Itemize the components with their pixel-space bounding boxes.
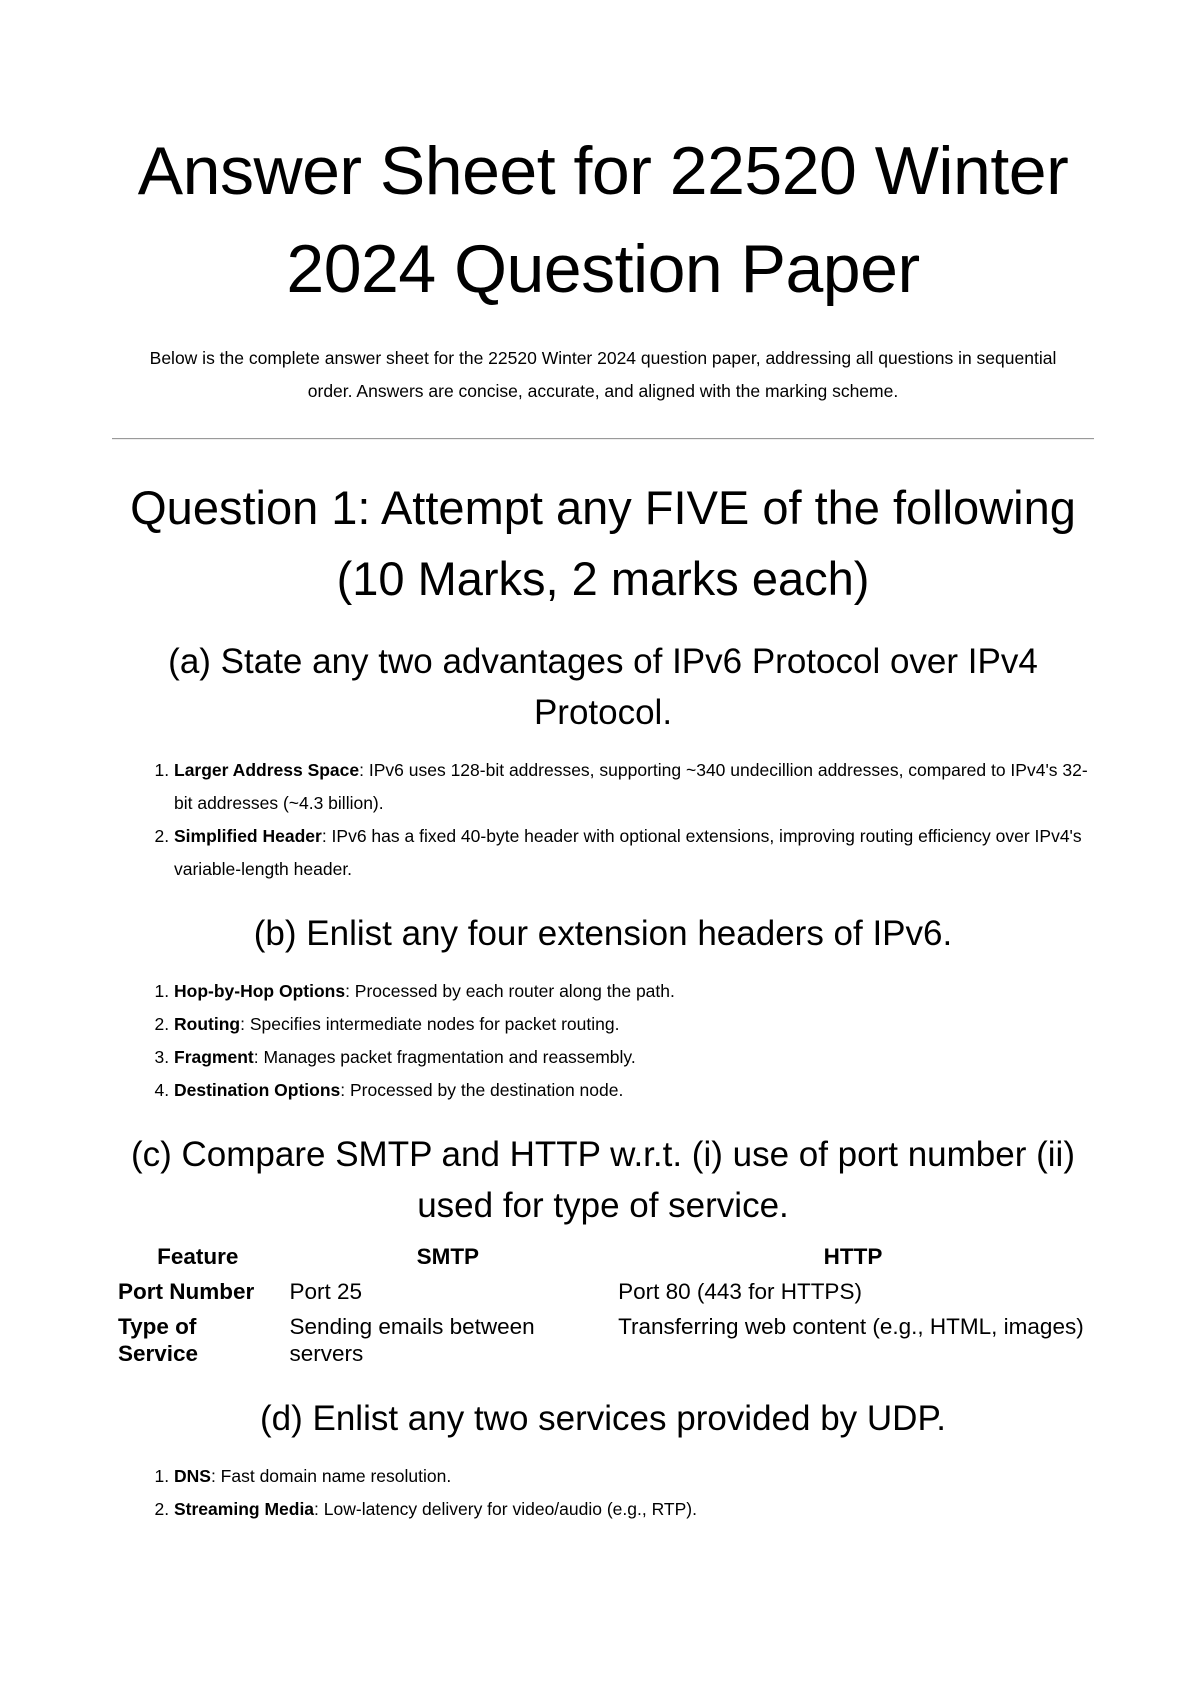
answer-text: : Specifies intermediate nodes for packet routing. [240, 1014, 620, 1034]
comparison-table [112, 1239, 1094, 1371]
section-divider [112, 438, 1094, 440]
answer-term: Fragment [174, 1047, 254, 1067]
document-title: Answer Sheet for 22520 Winter 2024 Question Paper [137, 133, 1069, 307]
question-1d-heading: (d) Enlist any two services provided by UDP. [259, 1399, 947, 1438]
table-row [112, 1309, 1094, 1371]
question-1b-heading: (b) Enlist any four extension headers of IPv6. [253, 914, 953, 953]
answer-term: Destination Options [174, 1080, 341, 1100]
table-row-header: Port Number [118, 1279, 255, 1304]
answer-term: Routing [174, 1014, 241, 1034]
table-cell: Sending emails between servers [289, 1314, 535, 1366]
answer-term: DNS [174, 1466, 211, 1486]
answer-text: : Processed by the destination node. [340, 1080, 624, 1100]
table-header-row [112, 1239, 1094, 1274]
answer-term: Streaming Media [174, 1499, 315, 1519]
table-header-cell: SMTP [416, 1244, 480, 1269]
answer-text: : IPv6 has a fixed 40-byte header with optional extensions, improving routing efficiency over IPv4's variable-length header. [174, 826, 1082, 879]
question-1-title: Question 1: Attempt any FIVE of the following (10 Marks, 2 marks each) [130, 481, 1076, 605]
list-item [174, 1008, 1094, 1041]
question-1a-heading: (a) State any two advantages of IPv6 Protocol over IPv4 Protocol. [168, 642, 1038, 732]
answer-text: : Manages packet fragmentation and reassembly. [253, 1047, 636, 1067]
question-1c-heading: (c) Compare SMTP and HTTP w.r.t. (i) use of port number (ii) used for type of service. [131, 1135, 1075, 1225]
answer-term: Hop-by-Hop Options [174, 981, 346, 1001]
answer-term: Larger Address Space [174, 760, 360, 780]
table-cell: Transferring web content (e.g., HTML, images) [618, 1314, 1084, 1339]
table-row-header: Type of Service [118, 1314, 199, 1366]
intro-paragraph: Below is the complete answer sheet for the 22520 Winter 2024 question paper, addressing all questions in sequential order. Answers are concise, accurate, and aligned with the marking scheme. [149, 348, 1057, 401]
answer-text: : Low-latency delivery for video/audio (e.g., RTP). [314, 1499, 697, 1519]
table-row [112, 1274, 1094, 1309]
list-item [174, 1074, 1094, 1107]
list-item [174, 975, 1094, 1008]
list-item [174, 754, 1094, 820]
answer-text: : Processed by each router along the path. [345, 981, 675, 1001]
table-header-cell: Feature [157, 1244, 239, 1269]
question-1b-answer-list [112, 975, 1094, 1107]
list-item [174, 1460, 1094, 1493]
list-item [174, 820, 1094, 886]
document-page [112, 0, 1094, 1526]
table-header-cell: HTTP [823, 1244, 883, 1269]
answer-text: : IPv6 uses 128-bit addresses, supporting ~340 undecillion addresses, compared to IPv4's 32-bit addresses (~4.3 billion). [174, 760, 1088, 813]
question-1d-answer-list [112, 1460, 1094, 1526]
answer-text: : Fast domain name resolution. [210, 1466, 452, 1486]
question-1a-answer-list [112, 754, 1094, 886]
list-item [174, 1493, 1094, 1526]
table-cell: Port 25 [289, 1279, 363, 1304]
table-cell: Port 80 (443 for HTTPS) [618, 1279, 862, 1304]
list-item [174, 1041, 1094, 1074]
answer-term: Simplified Header [174, 826, 322, 846]
